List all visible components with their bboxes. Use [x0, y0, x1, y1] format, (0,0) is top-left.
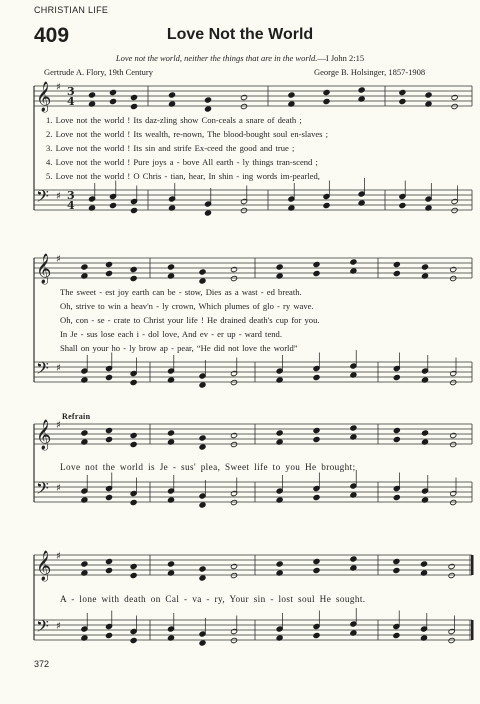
stanza-2-line1: 2. Love not the world ! Its wealth, re-nown, The blood-bought soul en-slaves ;	[46, 129, 329, 139]
bass-clef: 𝄢	[36, 478, 49, 502]
stanza-3-line2: Oh, con - se - crate to Christ your life ! He drained death's cup for you.	[60, 315, 320, 325]
note-head	[451, 94, 458, 100]
note-head	[81, 430, 88, 436]
scripture-reference: —I John 2:15	[317, 53, 365, 63]
treble-clef: 𝄞	[36, 254, 52, 284]
note-head	[199, 278, 206, 284]
scripture-text: Love not the world, neither the things that are in the world.	[115, 53, 318, 63]
note-head	[109, 202, 116, 208]
bass-clef: 𝄢	[36, 358, 49, 382]
note-head	[393, 436, 400, 442]
note-head	[451, 207, 458, 213]
note-head	[230, 379, 237, 385]
note-head	[105, 494, 112, 500]
note-head	[313, 632, 320, 638]
note-head	[168, 92, 175, 98]
refrain-lyrics-line2: A - lone with death on Cal - va - ry, Your sin - lost soul He sought.	[60, 594, 366, 604]
note-head	[105, 427, 112, 433]
note-head	[393, 261, 400, 267]
note-head	[393, 567, 400, 573]
note-head	[240, 207, 247, 213]
note-head	[204, 97, 211, 103]
note-head	[130, 637, 137, 643]
note-head	[230, 572, 237, 578]
key-signature-sharp: ♯	[56, 191, 61, 202]
note-head	[167, 561, 174, 567]
note-head	[393, 632, 400, 638]
note-head	[276, 264, 283, 270]
note-head	[393, 558, 400, 564]
page-number: 372	[34, 659, 50, 669]
note-head	[199, 382, 206, 388]
note-head	[420, 561, 427, 567]
note-head	[230, 275, 237, 281]
refrain-lyrics-line1: Love not the world is Je - sus' plea, Sweet life to you He brought;	[60, 462, 356, 472]
note-head	[105, 632, 112, 638]
note-head	[130, 441, 137, 447]
note-head	[399, 98, 406, 104]
note-head	[130, 563, 137, 569]
bass-clef: 𝄢	[36, 616, 49, 640]
music-credit: George B. Holsinger, 1857-1908	[314, 67, 426, 77]
note-head	[230, 563, 237, 569]
treble-clef: 𝄞	[36, 82, 52, 112]
note-head	[421, 264, 428, 270]
note-head	[130, 266, 137, 272]
key-signature-sharp: ♯	[56, 621, 61, 632]
note-head	[350, 259, 357, 265]
treble-clef: 𝄞	[36, 420, 52, 450]
stanza-lyrics-line1	[46, 115, 328, 185]
stanza-5-line2: Shall on your ho - ly brow ap - pear, “He did not love the world”	[60, 343, 298, 353]
note-head	[240, 103, 247, 109]
bass-clef: 𝄢	[36, 186, 49, 210]
note-head	[393, 427, 400, 433]
note-head	[393, 270, 400, 276]
note-head	[393, 374, 400, 380]
note-head	[450, 379, 457, 385]
note-head	[358, 87, 365, 93]
key-signature-sharp: ♯	[56, 363, 61, 374]
note-head	[109, 89, 116, 95]
note-head	[199, 640, 206, 646]
final-barline	[471, 555, 474, 575]
key-signature-sharp: ♯	[56, 551, 61, 562]
note-head	[421, 430, 428, 436]
key-signature-sharp: ♯	[56, 420, 61, 431]
note-head	[448, 637, 455, 643]
treble-clef: 𝄞	[36, 551, 52, 581]
note-head	[199, 566, 206, 572]
final-barline	[471, 620, 474, 640]
note-head	[313, 558, 320, 564]
note-head	[199, 502, 206, 508]
note-head	[105, 270, 112, 276]
note-head	[199, 435, 206, 441]
note-head	[130, 207, 137, 213]
time-signature: 3	[67, 85, 75, 98]
stanza-5-line1: 5. Love not the world ! O Chris - tian, hear, In shin - ing words im-pearled,	[46, 171, 320, 181]
note-head	[204, 106, 211, 112]
note-head	[393, 494, 400, 500]
note-head	[105, 558, 112, 564]
note-head	[130, 499, 137, 505]
note-head	[130, 379, 137, 385]
note-head	[230, 432, 237, 438]
hymn-number: 409	[34, 24, 70, 47]
note-head	[240, 94, 247, 100]
note-head	[448, 563, 455, 569]
note-head	[323, 89, 330, 95]
note-head	[130, 94, 137, 100]
stanza-1-line1: 1. Love not the world ! Its daz-zling show Con-ceals a snare of death ;	[46, 115, 302, 125]
note-head	[350, 425, 357, 431]
note-head	[313, 436, 320, 442]
note-head	[109, 98, 116, 104]
note-head	[448, 572, 455, 578]
stanza-1-line2: The sweet - est joy earth can be - stow, Dies as a wast - ed breath.	[60, 287, 302, 297]
note-head	[81, 264, 88, 270]
stanza-4-line2: In Je - sus lose each i - dol love, And ev - er up - ward tend.	[60, 329, 282, 339]
note-head	[130, 103, 137, 109]
note-head	[199, 575, 206, 581]
note-head	[105, 436, 112, 442]
note-head	[204, 210, 211, 216]
note-head	[313, 270, 320, 276]
note-head	[230, 637, 237, 643]
note-head	[313, 261, 320, 267]
time-signature: 4	[67, 199, 75, 212]
hymn-title: Love Not the World	[166, 26, 314, 43]
note-head	[130, 572, 137, 578]
note-head	[130, 432, 137, 438]
time-signature: 3	[67, 189, 75, 202]
note-head	[199, 444, 206, 450]
note-head	[130, 275, 137, 281]
note-head	[88, 92, 95, 98]
note-head	[450, 266, 457, 272]
note-head	[167, 430, 174, 436]
note-head	[276, 561, 283, 567]
stanza-2-line2: Oh, strive to win a heav'n - ly crown, Which plumes of glo - ry wave.	[60, 301, 314, 311]
note-head	[450, 432, 457, 438]
note-head	[105, 567, 112, 573]
note-head	[230, 499, 237, 505]
note-head	[450, 441, 457, 447]
stanza-3-line1: 3. Love not the world ! Its sin and strife Ex-ceed the good and true ;	[46, 143, 295, 153]
key-signature-sharp: ♯	[56, 82, 61, 93]
note-head	[276, 430, 283, 436]
note-head	[105, 374, 112, 380]
note-head	[450, 499, 457, 505]
note-head	[313, 374, 320, 380]
note-head	[105, 261, 112, 267]
key-signature-sharp: ♯	[56, 483, 61, 494]
stanza-4-line1: 4. Love not the world ! Pure joys a - bove All earth - ly things tran-scend ;	[46, 157, 318, 167]
note-head	[425, 92, 432, 98]
note-head	[230, 266, 237, 272]
note-head	[288, 92, 295, 98]
note-head	[313, 494, 320, 500]
note-head	[230, 441, 237, 447]
note-head	[323, 98, 330, 104]
note-head	[399, 89, 406, 95]
key-signature-sharp: ♯	[56, 254, 61, 265]
note-head	[313, 427, 320, 433]
note-head	[199, 269, 206, 275]
note-head	[399, 202, 406, 208]
refrain-label: Refrain	[62, 412, 91, 421]
note-head	[313, 567, 320, 573]
note-head	[450, 275, 457, 281]
words-credit: Gertrude A. Flory, 19th Century	[44, 67, 153, 77]
time-signature: 4	[67, 95, 75, 108]
stanza-lyrics-line2	[60, 287, 320, 357]
note-head	[81, 561, 88, 567]
note-head	[323, 202, 330, 208]
note-head	[350, 556, 357, 562]
note-head	[167, 264, 174, 270]
note-head	[451, 103, 458, 109]
section-heading: CHRISTIAN LIFE	[34, 5, 109, 15]
